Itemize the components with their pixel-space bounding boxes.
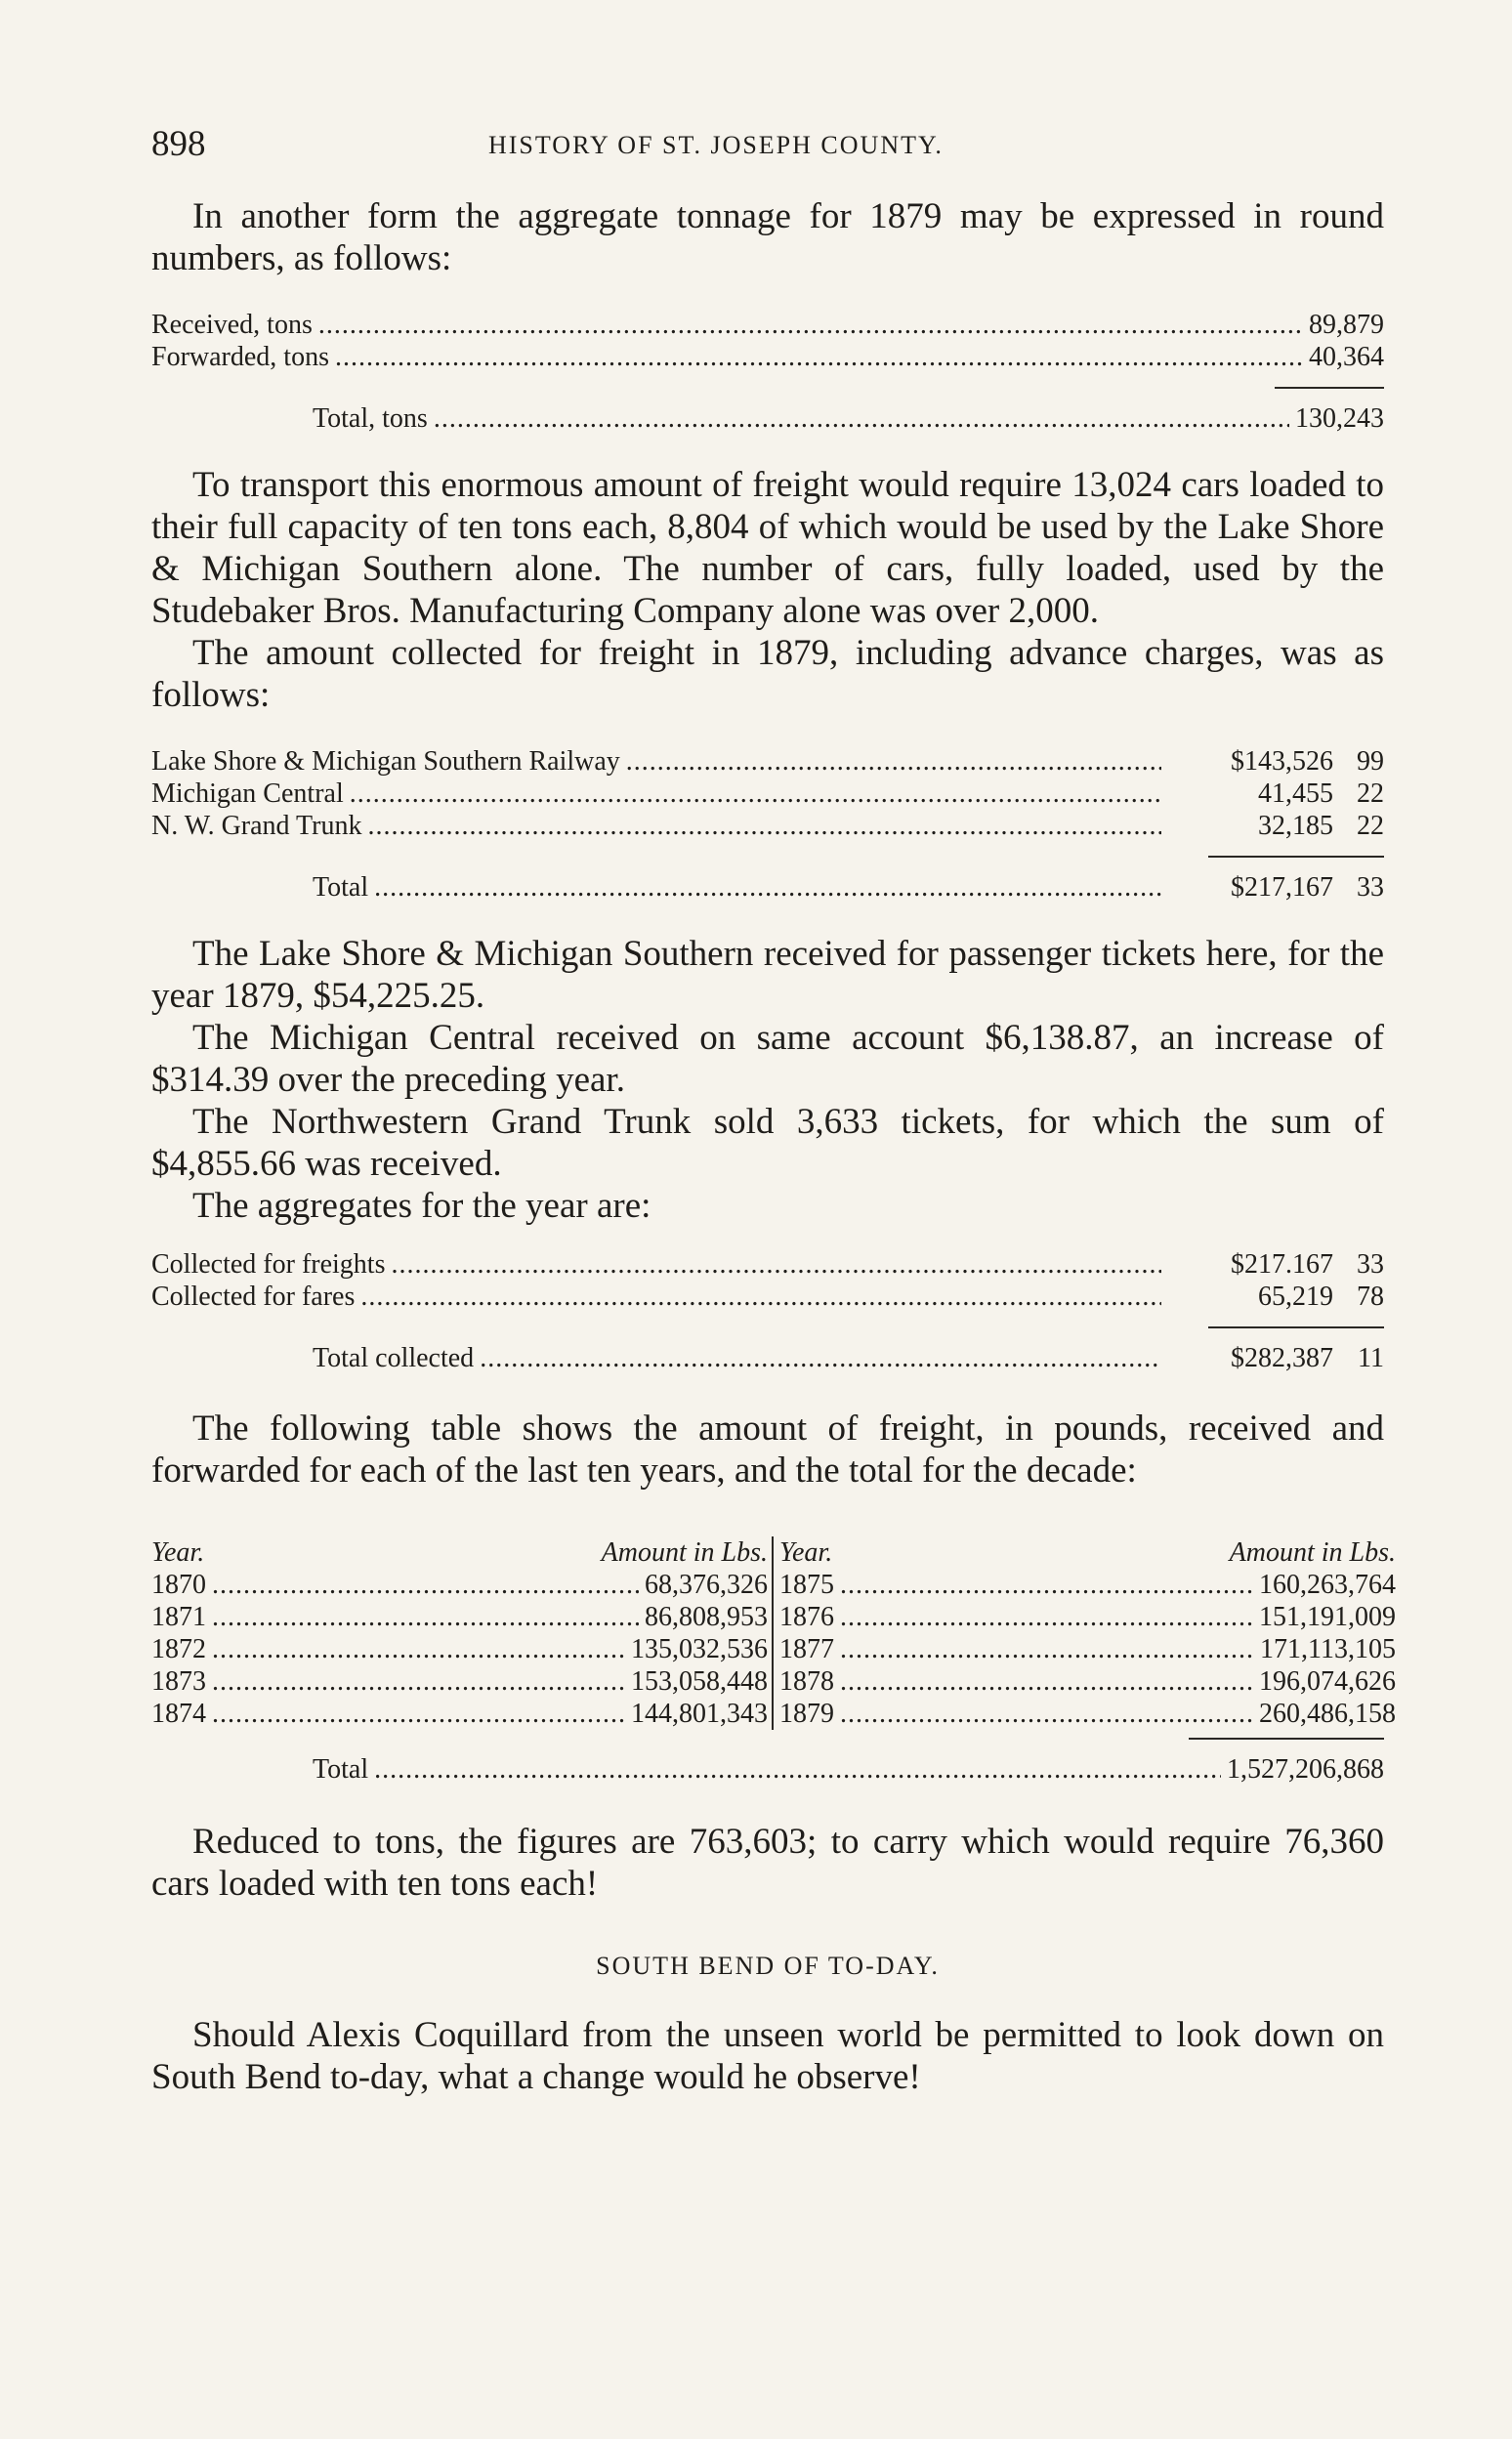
amount-cell: 86,808,953 (645, 1602, 768, 1632)
running-header (151, 115, 1384, 174)
table-row (151, 1601, 768, 1633)
table-header (151, 1536, 768, 1569)
leader-dots (626, 745, 1161, 778)
table-row (779, 1569, 1396, 1601)
ledger-label: Forwarded, tons (151, 342, 329, 372)
table-row (779, 1601, 1396, 1633)
leader-dots (212, 1569, 639, 1601)
ledger-total-label: Total (313, 1754, 369, 1785)
ledger-total-row (151, 402, 1384, 435)
leader-dots (318, 309, 1303, 341)
year-cell: 1870 (151, 1570, 206, 1600)
year-cell: 1871 (151, 1602, 206, 1632)
ledger-row (151, 745, 1384, 778)
ledger-amount (1167, 1248, 1384, 1281)
amount-cell: 68,376,326 (645, 1570, 768, 1600)
cents: 22 (1357, 778, 1384, 809)
cents: 22 (1357, 811, 1384, 841)
table-row (151, 1665, 768, 1698)
dollars: $282,387 (1231, 1343, 1333, 1373)
sum-rule (1275, 387, 1384, 389)
ledger-row (151, 341, 1384, 373)
ledger-total-row (151, 1342, 1384, 1374)
paragraph-reduced-tons: Reduced to tons, the figures are 763,603; to carry which would require 76,360 cars loaded with ten tons each! (151, 1822, 1384, 1904)
ledger-row (151, 810, 1384, 842)
running-title: HISTORY OF ST. JOSEPH COUNTY. (488, 131, 944, 159)
sum-rule (1208, 1326, 1384, 1328)
leader-dots (840, 1665, 1253, 1698)
ledger-row (151, 309, 1384, 341)
year-header: Year. (779, 1537, 833, 1568)
year-cell: 1877 (779, 1634, 834, 1664)
table-row (779, 1633, 1396, 1665)
paragraph-grand-trunk: The Northwestern Grand Trunk sold 3,633 tickets, for which the sum of $4,855.66 was received. (151, 1102, 1384, 1184)
paragraph-tonnage-intro: In another form the aggregate tonnage for 1879 may be expressed in round numbers, as follows: (151, 196, 1384, 278)
amount-cell: 151,191,009 (1259, 1602, 1396, 1632)
cents: 11 (1358, 1343, 1384, 1373)
cents: 33 (1357, 872, 1384, 903)
cents: 78 (1357, 1282, 1384, 1312)
ledger-row (151, 1281, 1384, 1313)
year-cell: 1875 (779, 1570, 834, 1600)
leader-dots (840, 1633, 1254, 1665)
ledger-value: 89,879 (1309, 310, 1384, 340)
ledger-amount (1167, 745, 1384, 778)
book-page (151, 115, 1396, 2098)
table-column-right (774, 1536, 1396, 1730)
leader-dots (480, 1342, 1161, 1374)
ledger-row (151, 778, 1384, 810)
amount-header: Amount in Lbs. (1229, 1537, 1396, 1568)
year-cell: 1876 (779, 1602, 834, 1632)
ledger-row (151, 1248, 1384, 1281)
ledger-total-value: 130,243 (1295, 403, 1384, 434)
leader-dots (840, 1698, 1253, 1730)
aggregates-ledger (151, 1248, 1384, 1374)
cents: 99 (1357, 746, 1384, 777)
leader-dots (374, 871, 1161, 904)
leader-dots (374, 1753, 1221, 1786)
paragraph-lake-shore-tickets: The Lake Shore & Michigan Southern received for passenger tickets here, for the year 1879, $54,225.25. (151, 934, 1384, 1016)
section-heading: SOUTH BEND OF TO-DAY. (596, 1952, 940, 1980)
ledger-amount (1167, 778, 1384, 810)
paragraph-freight-intro: The amount collected for freight in 1879, including advance charges, was as follows: (151, 633, 1384, 715)
dollars: $217.167 (1231, 1249, 1333, 1280)
amount-cell: 144,801,343 (631, 1699, 768, 1729)
ledger-total-row (151, 1753, 1384, 1786)
ledger-amount (1167, 1281, 1384, 1313)
paragraph-cars: To transport this enormous amount of freight would require 13,024 cars loaded to their full capacity of ten tons each, 8,804 of which would be used by the Lake Shore & Michigan Southern alone. The number of cars, fully loaded, used by the Studebaker Bros. Manufacturing Company alone was over 2,000. (151, 465, 1384, 631)
leader-dots (360, 1281, 1161, 1313)
paragraph-coquillard: Should Alexis Coquillard from the unseen world be permitted to look down on South Bend to-day, what a change would he observe! (151, 2015, 1384, 2097)
year-cell: 1878 (779, 1666, 834, 1697)
year-cell: 1874 (151, 1699, 206, 1729)
paragraph-aggregates-intro: The aggregates for the year are: (192, 1186, 651, 1226)
amount-cell: 260,486,158 (1259, 1699, 1396, 1729)
sum-rule (1189, 1738, 1384, 1740)
amount-cell: 153,058,448 (631, 1666, 768, 1697)
year-cell: 1879 (779, 1699, 834, 1729)
ledger-label: Lake Shore & Michigan Southern Railway (151, 746, 620, 777)
leader-dots (840, 1601, 1253, 1633)
freight-ledger (151, 745, 1384, 904)
table-column-left (151, 1536, 774, 1730)
ledger-amount (1167, 810, 1384, 842)
leader-dots (434, 402, 1289, 435)
leader-dots (212, 1601, 639, 1633)
ledger-label: Received, tons (151, 310, 313, 340)
decade-total (151, 1738, 1384, 1786)
ledger-total-value: 1,527,206,868 (1227, 1754, 1384, 1785)
decade-freight-table (151, 1536, 1396, 1730)
dollars: $217,167 (1231, 872, 1333, 903)
table-header (779, 1536, 1396, 1569)
leader-dots (212, 1633, 625, 1665)
table-row (151, 1633, 768, 1665)
ledger-total-label: Total collected (313, 1343, 475, 1373)
ledger-value: 40,364 (1309, 342, 1384, 372)
dollars: 32,185 (1258, 811, 1333, 841)
amount-cell: 135,032,536 (631, 1634, 768, 1664)
sum-rule (1208, 856, 1384, 858)
ledger-label: Collected for fares (151, 1282, 356, 1312)
ledger-total-amount (1167, 871, 1384, 904)
table-row (779, 1698, 1396, 1730)
paragraph-michigan-central: The Michigan Central received on same account $6,138.87, an increase of $314.39 over the preceding year. (151, 1018, 1384, 1100)
amount-cell: 171,113,105 (1260, 1634, 1396, 1664)
dollars: 65,219 (1258, 1282, 1333, 1312)
table-row (151, 1698, 768, 1730)
ledger-total-label: Total (313, 872, 369, 903)
ledger-total-row (151, 871, 1384, 904)
tonnage-ledger (151, 309, 1384, 435)
dollars: 41,455 (1258, 778, 1333, 809)
year-cell: 1873 (151, 1666, 206, 1697)
leader-dots (212, 1698, 625, 1730)
ledger-total-amount (1167, 1342, 1384, 1374)
leader-dots (391, 1248, 1161, 1281)
year-header: Year. (151, 1537, 205, 1568)
leader-dots (350, 778, 1161, 810)
amount-cell: 196,074,626 (1259, 1666, 1396, 1697)
ledger-label: Collected for freights (151, 1249, 386, 1280)
leader-dots (840, 1569, 1253, 1601)
amount-cell: 160,263,764 (1259, 1570, 1396, 1600)
table-row (779, 1665, 1396, 1698)
leader-dots (212, 1665, 625, 1698)
page-number: 898 (151, 124, 206, 164)
leader-dots (367, 810, 1161, 842)
table-row (151, 1569, 768, 1601)
amount-header: Amount in Lbs. (601, 1537, 768, 1568)
leader-dots (335, 341, 1303, 373)
cents: 33 (1357, 1249, 1384, 1280)
ledger-label: Michigan Central (151, 778, 344, 809)
ledger-total-label: Total, tons (313, 403, 428, 434)
dollars: $143,526 (1231, 746, 1333, 777)
paragraph-decade-intro: The following table shows the amount of freight, in pounds, received and forwarded for each of the last ten years, and the total for the decade: (151, 1409, 1384, 1491)
ledger-label: N. W. Grand Trunk (151, 811, 362, 841)
year-cell: 1872 (151, 1634, 206, 1664)
